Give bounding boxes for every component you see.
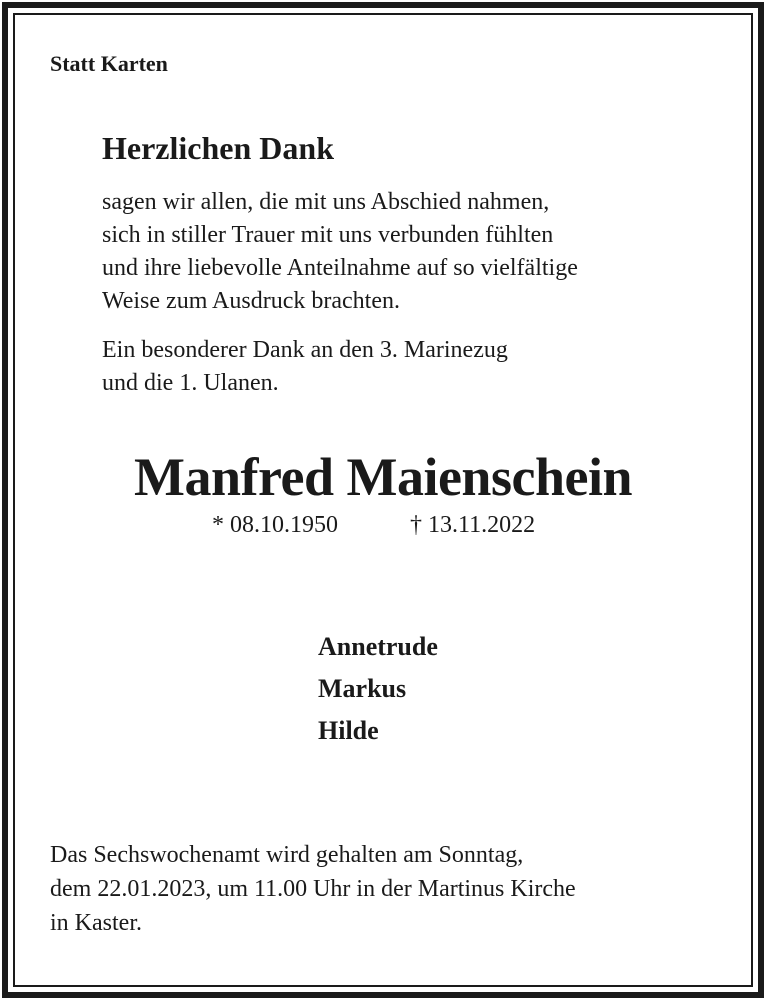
deceased-name: Manfred Maienschein xyxy=(134,447,632,507)
thanks-line: Weise zum Ausdruck brachten. xyxy=(102,288,400,314)
thanks-heading: Herzlichen Dank xyxy=(102,130,334,166)
service-info xyxy=(50,838,576,940)
thanks-line: sich in stiller Trauer mit uns verbunden fühlten xyxy=(102,222,554,248)
death-date: † 13.11.2022 xyxy=(410,512,536,538)
thanks-line: und ihre liebevolle Anteilnahme auf so vielfältige xyxy=(102,255,578,281)
mourner-name: Markus xyxy=(318,674,407,703)
service-line: in Kaster. xyxy=(50,910,142,936)
statt-karten-label: Statt Karten xyxy=(50,51,168,76)
thanks-line: sagen wir allen, die mit uns Abschied nahmen, xyxy=(102,189,550,215)
thanks-text xyxy=(102,186,578,318)
birth-date: * 08.10.1950 xyxy=(212,512,338,538)
special-thanks-line: Ein besonderer Dank an den 3. Marinezug xyxy=(102,337,508,363)
mourner-list xyxy=(318,626,438,752)
special-thanks-text xyxy=(102,334,508,400)
special-thanks-line: und die 1. Ulanen. xyxy=(102,370,279,396)
mourner-name: Hilde xyxy=(318,716,379,745)
service-line: dem 22.01.2023, um 11.00 Uhr in der Martinus Kirche xyxy=(50,876,576,902)
mourner-name: Annetrude xyxy=(318,632,438,661)
service-line: Das Sechswochenamt wird gehalten am Sonntag, xyxy=(50,842,524,868)
